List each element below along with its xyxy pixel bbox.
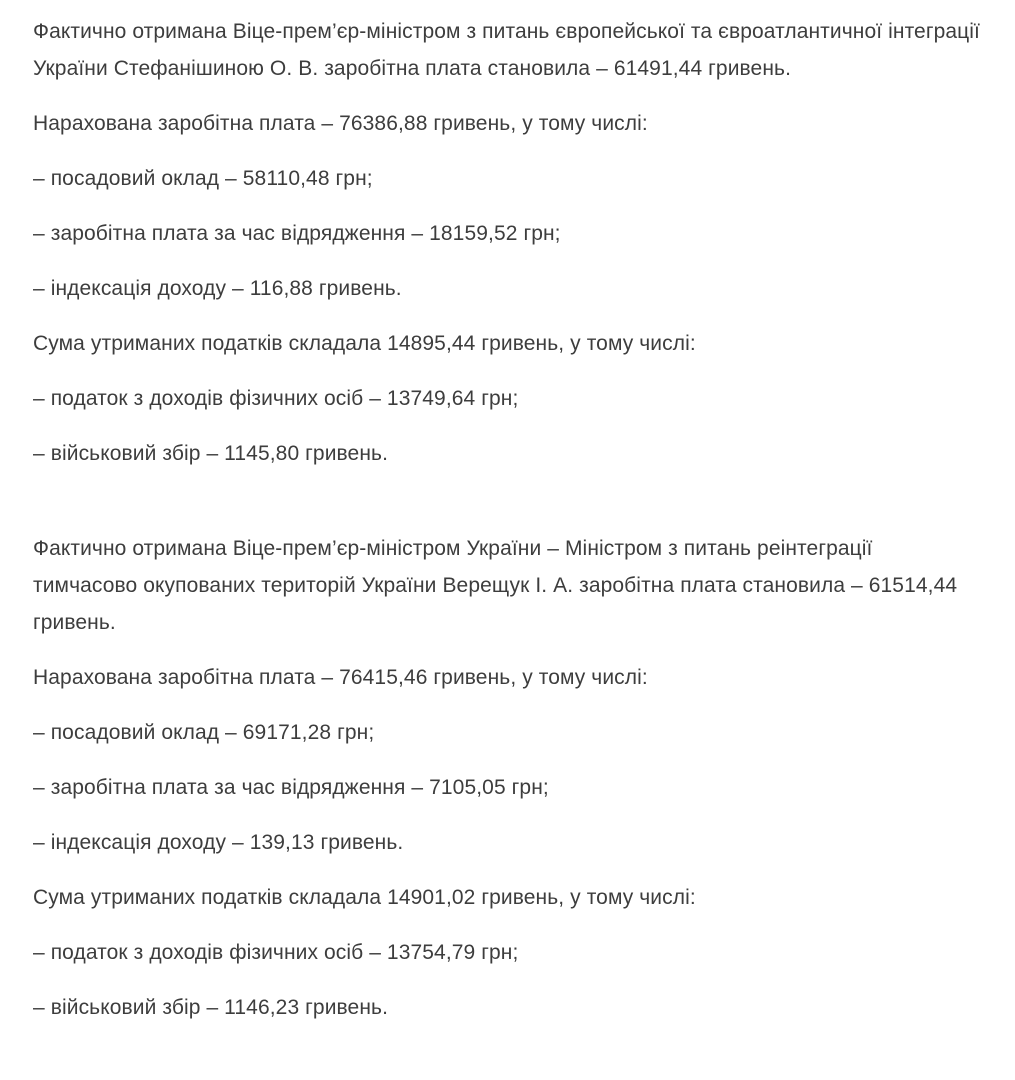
item-income-indexation: – індексація доходу – 116,88 гривень. [33,277,402,300]
paragraph-accrued-salary: Нарахована заробітна плата – 76415,46 гривень, у тому числі: [33,666,648,689]
paragraph-withheld-taxes: Сума утриманих податків складала 14901,02 гривень, у тому числі: [33,886,696,909]
item-military-levy: – військовий збір – 1146,23 гривень. [33,996,389,1019]
paragraph-accrued-salary: Нарахована заробітна плата – 76386,88 гривень, у тому числі: [33,112,648,135]
item-personal-income-tax: – податок з доходів фізичних осіб – 13749,64 грн; [33,387,519,410]
paragraph-actual-received-salary: Фактично отримана Віце-прем’єр-міністром України – Міністром з питань реінтеграції тимчасово окупованих територій України Верещук І. А. заробітна плата становила – 61514,44 гривень. [33,537,958,634]
salary-section-stefanishyna [33,13,982,472]
salary-section-vereshchuk [33,530,982,1026]
item-military-levy: – військовий збір – 1145,80 гривень. [33,442,389,465]
item-official-salary: – посадовий оклад – 58110,48 грн; [33,167,373,190]
item-personal-income-tax: – податок з доходів фізичних осіб – 13754,79 грн; [33,941,519,964]
item-income-indexation: – індексація доходу – 139,13 гривень. [33,831,404,854]
paragraph-withheld-taxes: Сума утриманих податків складала 14895,44 гривень, у тому числі: [33,332,696,355]
item-official-salary: – посадовий оклад – 69171,28 грн; [33,721,375,744]
paragraph-actual-received-salary: Фактично отримана Віце-прем’єр-міністром з питань європейської та євроатлантичної інтеграції України Стефанішиною О. В. заробітна плата становила – 61491,44 гривень. [33,20,980,80]
item-business-trip-salary: – заробітна плата за час відрядження – 18159,52 грн; [33,222,561,245]
item-business-trip-salary: – заробітна плата за час відрядження – 7105,05 грн; [33,776,549,799]
